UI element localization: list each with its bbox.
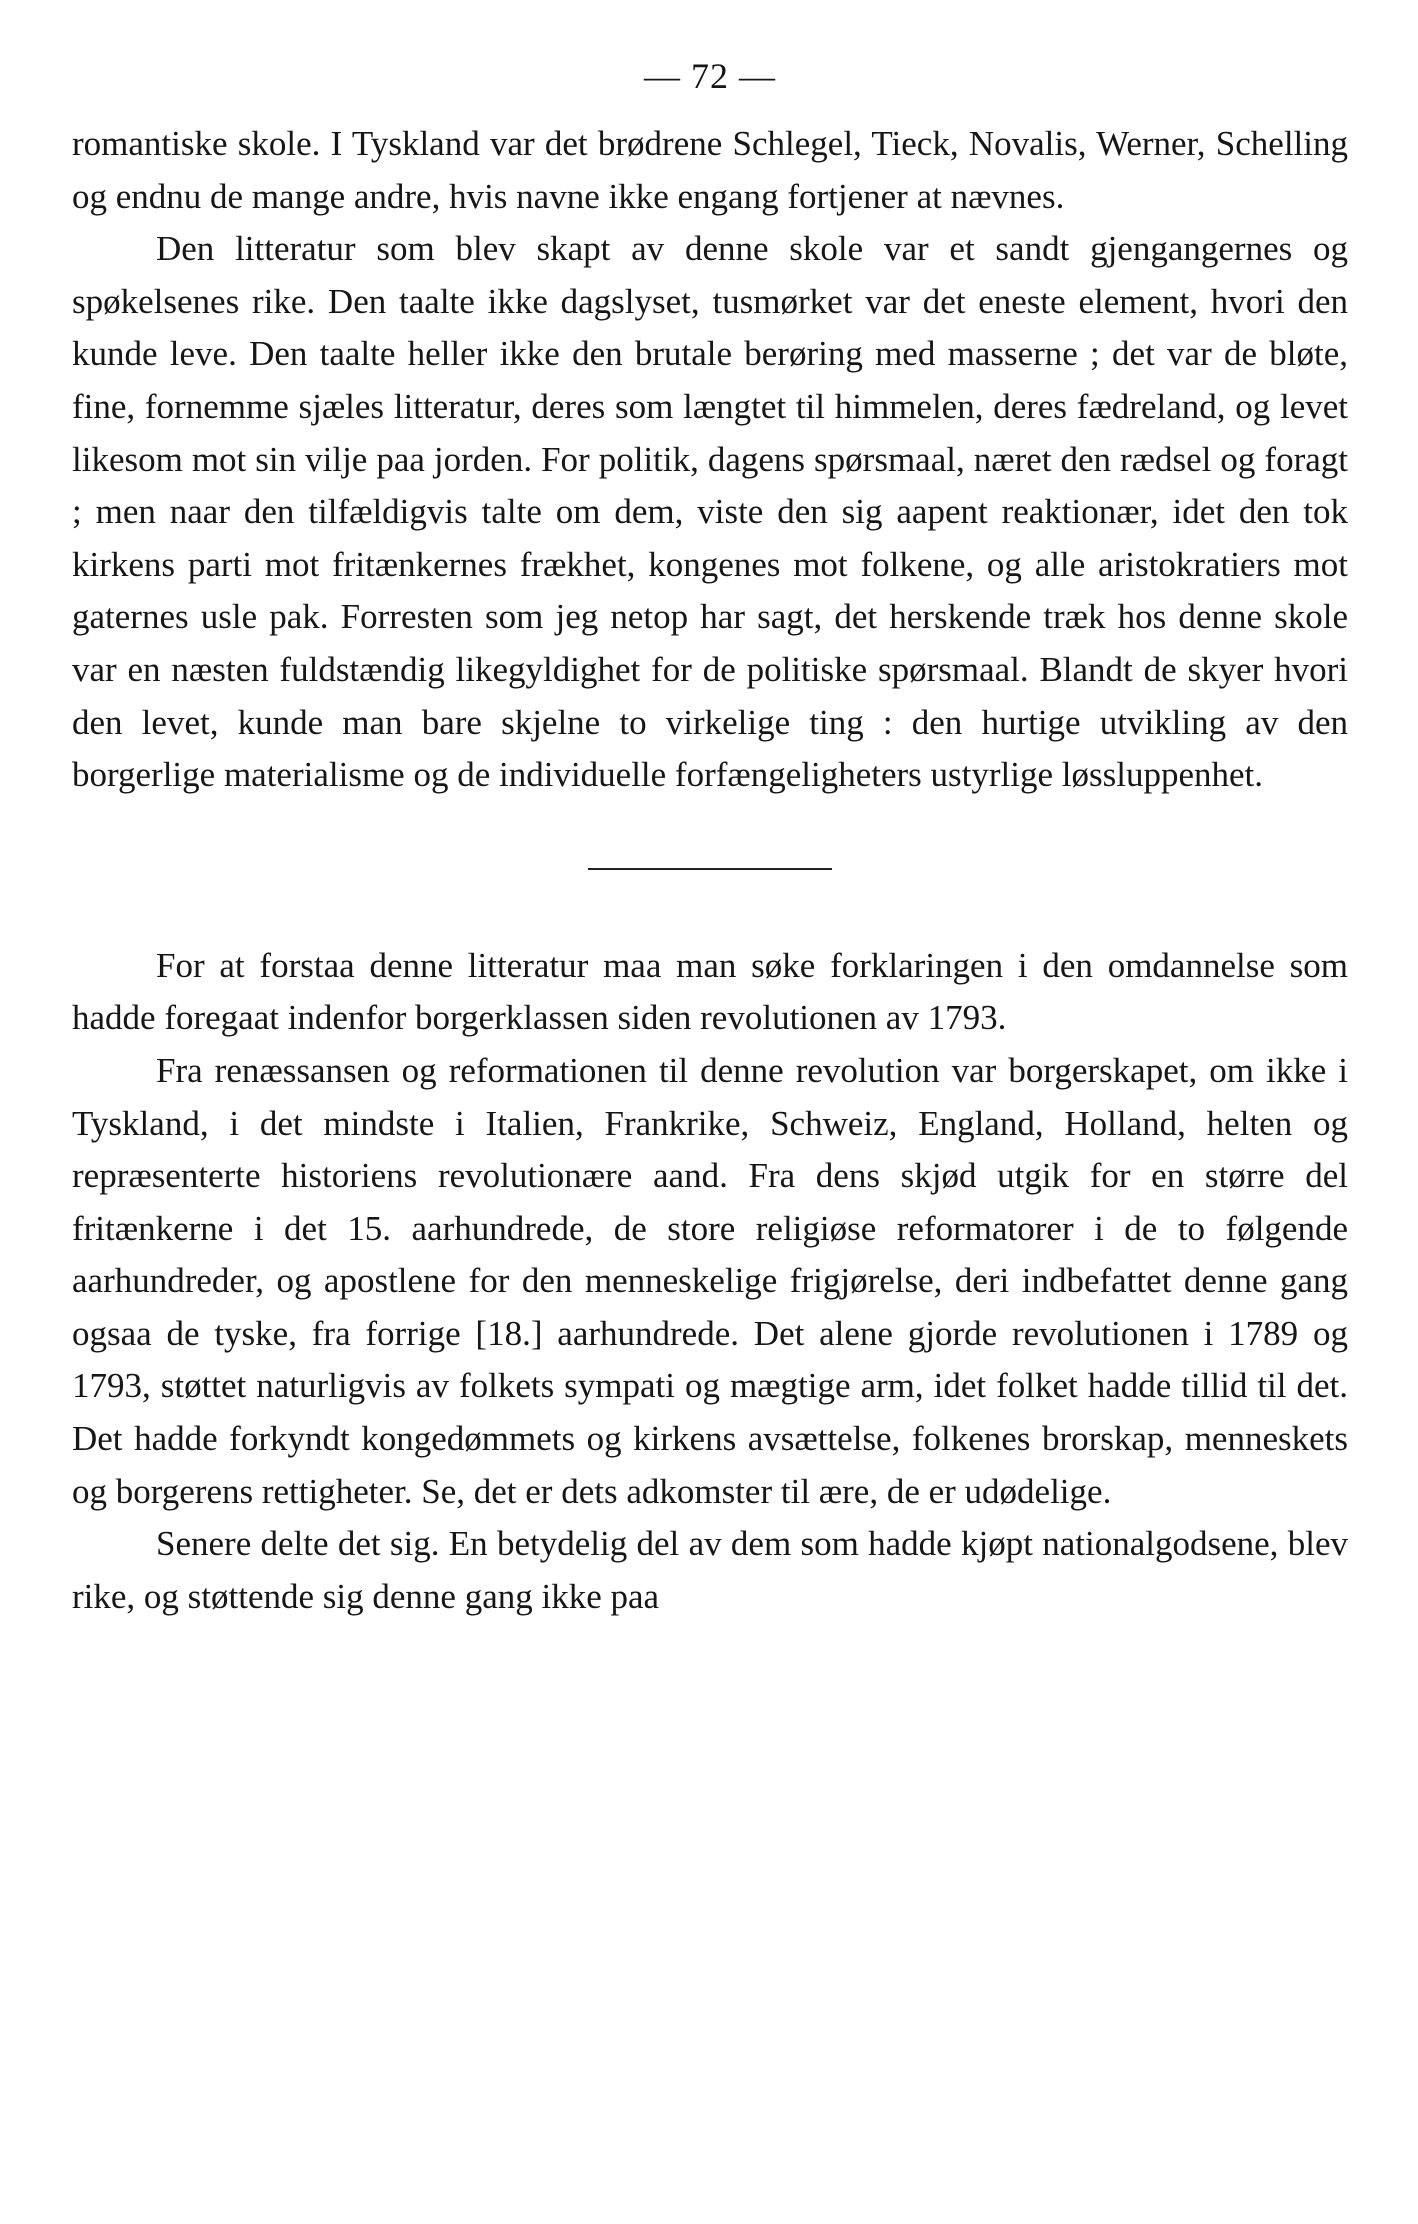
- paragraph: For at forstaa denne litteratur maa man søke forklaringen i den omdannelse som hadde foregaat indenfor borgerklassen siden revolutionen av 1793.: [72, 945, 1348, 1038]
- paragraph: Den litteratur som blev skapt av denne skole var et sandt gjengangernes og spøkelsenes rike. Den taalte ikke dagslyset, tusmørket var det eneste element, hvori den kunde leve. Den taalte heller ikke den brutale berøring med masserne ; det var de bløte, fine, fornemme sjæles litteratur, deres som længtet til himmelen, deres fædreland, og levet likesom mot sin vilje paa jorden. For politik, dagens spørsmaal, næret den rædsel og foragt ; men naar den tilfældigvis talte om dem, viste den sig aapent reaktionær, idet den tok kirkens parti mot fritænkernes frækhet, kongenes mot folkene, og alle aristokratiers mot gaternes usle pak. Forresten som jeg netop har sagt, det herskende træk hos denne skole var en næsten fuldstændig likegyldighet for de politiske spørsmaal. Blandt de skyer hvori den levet, kunde man bare skjelne to virkelige ting : den hurtige utvikling av den borgerlige materialisme og de individuelle forfængeligheters ustyrlige løssluppenhet.: [72, 229, 1348, 795]
- paragraph-continued: romantiske skole. I Tyskland var det brødrene Schlegel, Tieck, Novalis, Werner, Schelling og endnu de mange andre, hvis navne ikke engang fortjener at nævnes.: [72, 124, 1348, 216]
- book-page: [72, 46, 1348, 2196]
- paragraph: Senere delte det sig. En betydelig del av dem som hadde kjøpt nationalgodsene, blev rike, og støttende sig denne gang ikke paa: [72, 1524, 1348, 1616]
- paragraph: Fra renæssansen og reformationen til denne revolution var borgerskapet, om ikke i Tyskland, i det mindste i Italien, Frankrike, Schweiz, England, Holland, helten og repræsenterte historiens revolutionære aand. Fra dens skjød utgik for en større del fritænkerne i det 15. aarhundrede, de store religiøse reformatorer i de to følgende aarhundreder, og apostlene for den menneskelige frigjørelse, deri indbefattet denne gang ogsaa de tyske, fra forrige [18.] aarhundrede. Det alene gjorde revolutionen i 1789 og 1793, støttet naturligvis av folkets sympati og mægtige arm, idet folket hadde tillid til det. Det hadde forkyndt kongedømmets og kirkens avsættelse, folkenes brorskap, menneskets og borgerens rettigheter. Se, det er dets adkomster til ære, de er udødelige.: [72, 1050, 1348, 1511]
- text-section-1: [72, 118, 1348, 802]
- text-section-2: [72, 940, 1348, 1624]
- page-number: — 72 —: [644, 56, 776, 96]
- section-divider: [588, 868, 832, 870]
